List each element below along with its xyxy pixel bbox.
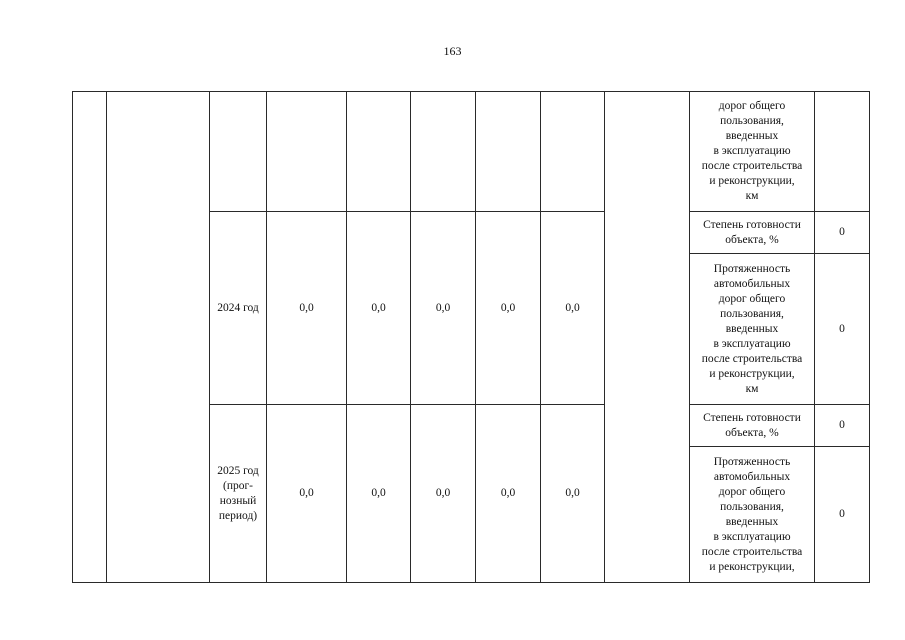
indicator-name-cell: Степень готовности объекта, %	[690, 405, 815, 447]
value-cell	[476, 92, 541, 212]
measure-name-cell	[107, 92, 210, 583]
value-cell: 0,0	[411, 405, 476, 583]
value-cell	[541, 92, 605, 212]
value-cell: 0,0	[347, 212, 411, 405]
value-cell: 0,0	[541, 212, 605, 405]
value-cell	[347, 92, 411, 212]
indicator-name-cell: Степень готовности объекта, %	[690, 212, 815, 254]
value-cell: 0,0	[476, 405, 541, 583]
executor-cell	[605, 92, 690, 583]
value-cell	[267, 92, 347, 212]
indicator-name-cell: дорог общего пользования, введенных в эксплуатацию после строительства и реконструкции, км	[690, 92, 815, 212]
indicator-value-cell	[815, 92, 870, 212]
value-cell: 0,0	[267, 212, 347, 405]
indicator-value-cell: 0	[815, 447, 870, 583]
year-cell	[210, 92, 267, 212]
year-cell: 2025 год (прог- нозный период)	[210, 405, 267, 583]
value-cell: 0,0	[267, 405, 347, 583]
indicator-name-cell: Протяженность автомобильных дорог общего пользования, введенных в эксплуатацию после строительства и реконструкции, км	[690, 254, 815, 405]
value-cell: 0,0	[541, 405, 605, 583]
indicator-value-cell: 0	[815, 212, 870, 254]
page-number: 163	[443, 44, 462, 58]
year-cell: 2024 год	[210, 212, 267, 405]
value-cell: 0,0	[347, 405, 411, 583]
value-cell: 0,0	[476, 212, 541, 405]
indicator-value-cell: 0	[815, 254, 870, 405]
value-cell	[411, 92, 476, 212]
indicator-value-cell: 0	[815, 405, 870, 447]
row-number-cell	[73, 92, 107, 583]
program-table	[72, 91, 870, 583]
value-cell: 0,0	[411, 212, 476, 405]
indicator-name-cell: Протяженность автомобильных дорог общего пользования, введенных в эксплуатацию после строительства и реконструкции,	[690, 447, 815, 583]
